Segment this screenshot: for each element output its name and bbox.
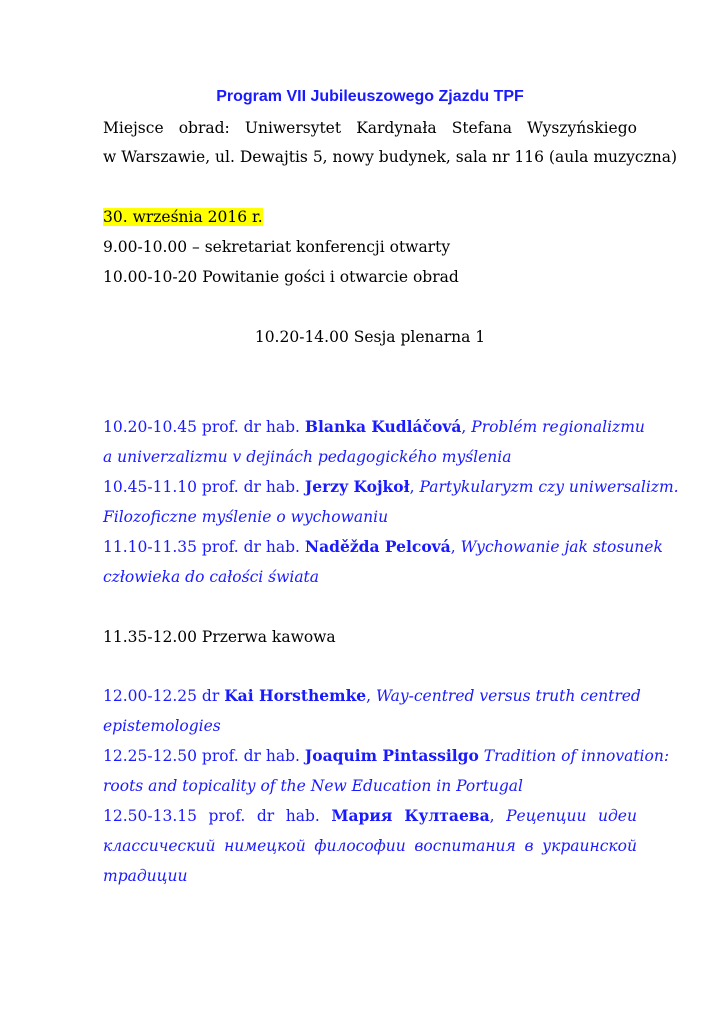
talk-4-line-1: 12.00-12.25 dr Kai Horsthemke, Way-centred versus truth centred [103, 686, 641, 705]
opening-line-2: 10.00-10-20 Powitanie gości i otwarcie obrad [103, 268, 459, 286]
talk-1-line-1: 10.20-10.45 prof. dr hab. Blanka Kudláčová, Problém regionalizmu [103, 417, 645, 436]
speaker-name: Naděžda Pelcová [304, 537, 451, 556]
talk-5-line-1: 12.25-12.50 prof. dr hab. Joaquim Pintassilgo Tradition of innovation: [103, 746, 670, 765]
venue-line-2: w Warszawie, ul. Dewajtis 5, nowy budynek, sala nr 116 (aula muzyczna) [103, 148, 678, 166]
venue-line-1: Miejsce obrad: Uniwersytet Kardynała Stefana Wyszyńskiego [103, 119, 637, 137]
talk-6-line-3: традиции [103, 867, 188, 885]
coffee-break: 11.35-12.00 Przerwa kawowa [103, 628, 336, 646]
talk-6-line-1: 12.50-13.15 prof. dr hab. Мария Култаева, Рецепции идеи [103, 806, 637, 825]
date-highlight: 30. września 2016 r. [103, 208, 263, 226]
talk-5-line-2: roots and topicality of the New Education in Portugal [103, 777, 523, 795]
speaker-name: Jerzy Kojkoł [304, 477, 410, 496]
speaker-name: Joaquim Pintassilgo [304, 746, 479, 765]
session-title: 10.20-14.00 Sesja plenarna 1 [254, 328, 486, 346]
program-title: Program VII Jubileuszowego Zjazdu TPF [216, 88, 524, 105]
speaker-name: Blanka Kudláčová [304, 417, 462, 436]
speaker-name: Мария Култаева [331, 806, 490, 825]
opening-line-1: 9.00-10.00 – sekretariat konferencji otwarty [103, 238, 451, 256]
talk-4-line-2: epistemologies [103, 717, 221, 735]
talk-1-line-2: a univerzalizmu v dejinách pedagogického myślenia [103, 448, 512, 466]
talk-2-line-1: 10.45-11.10 prof. dr hab. Jerzy Kojkoł, Partykularyzm czy uniwersalizm. [103, 477, 679, 496]
talk-2-line-2: Filozoficzne myślenie o wychowaniu [103, 508, 389, 526]
date-line [103, 206, 637, 228]
speaker-name: Kai Horsthemke [224, 686, 367, 705]
talk-3-line-1: 11.10-11.35 prof. dr hab. Naděžda Pelcová, Wychowanie jak stosunek [103, 537, 663, 556]
talk-6-line-2: классический нимецкой философии воспитания в украинской [103, 837, 637, 855]
talk-3-line-2: człowieka do całości świata [103, 568, 320, 586]
